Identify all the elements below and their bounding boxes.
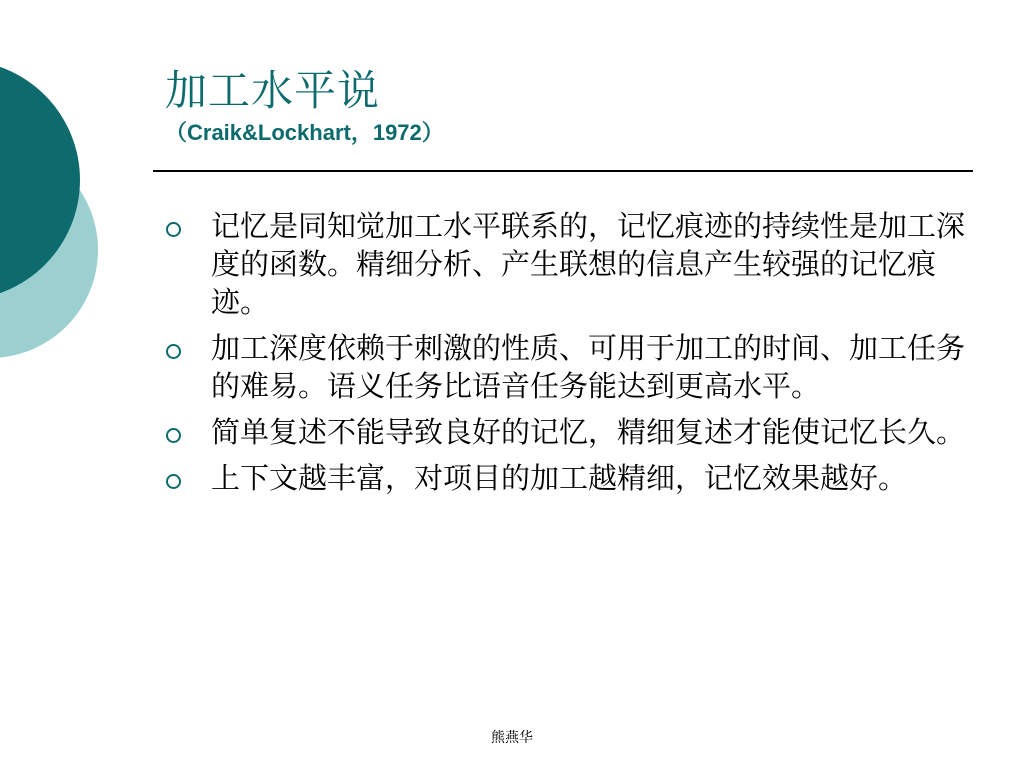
bullet-text: 加工深度依赖于刺激的性质、可用于加工的时间、加工任务的难易。语义任务比语音任务能达到更高水平。 <box>211 331 966 403</box>
list-item <box>160 413 970 451</box>
title-divider <box>153 170 973 172</box>
slide-subtitle: （Craik&Lockhart，1972） <box>165 120 444 145</box>
bullet-text: 上下文越丰富，对项目的加工越精细，记忆效果越好。 <box>211 461 908 495</box>
bullet-circle-icon <box>166 222 181 237</box>
bullet-circle-icon <box>166 344 181 359</box>
decorative-circles <box>0 0 120 420</box>
list-item <box>160 459 970 497</box>
list-item <box>160 329 970 405</box>
slide-footer: 熊燕华 <box>491 730 533 746</box>
bullet-circle-icon <box>166 428 181 443</box>
list-item <box>160 207 970 321</box>
slide-title: 加工水平说 <box>165 66 381 115</box>
bullet-text: 记忆是同知觉加工水平联系的，记忆痕迹的持续性是加工深度的函数。精细分析、产生联想的信息产生较强的记忆痕迹。 <box>211 209 966 319</box>
bullet-text: 简单复述不能导致良好的记忆，精细复述才能使记忆长久。 <box>211 415 966 449</box>
bullet-list <box>160 207 970 505</box>
bullet-circle-icon <box>166 474 181 489</box>
title-block <box>165 66 444 148</box>
